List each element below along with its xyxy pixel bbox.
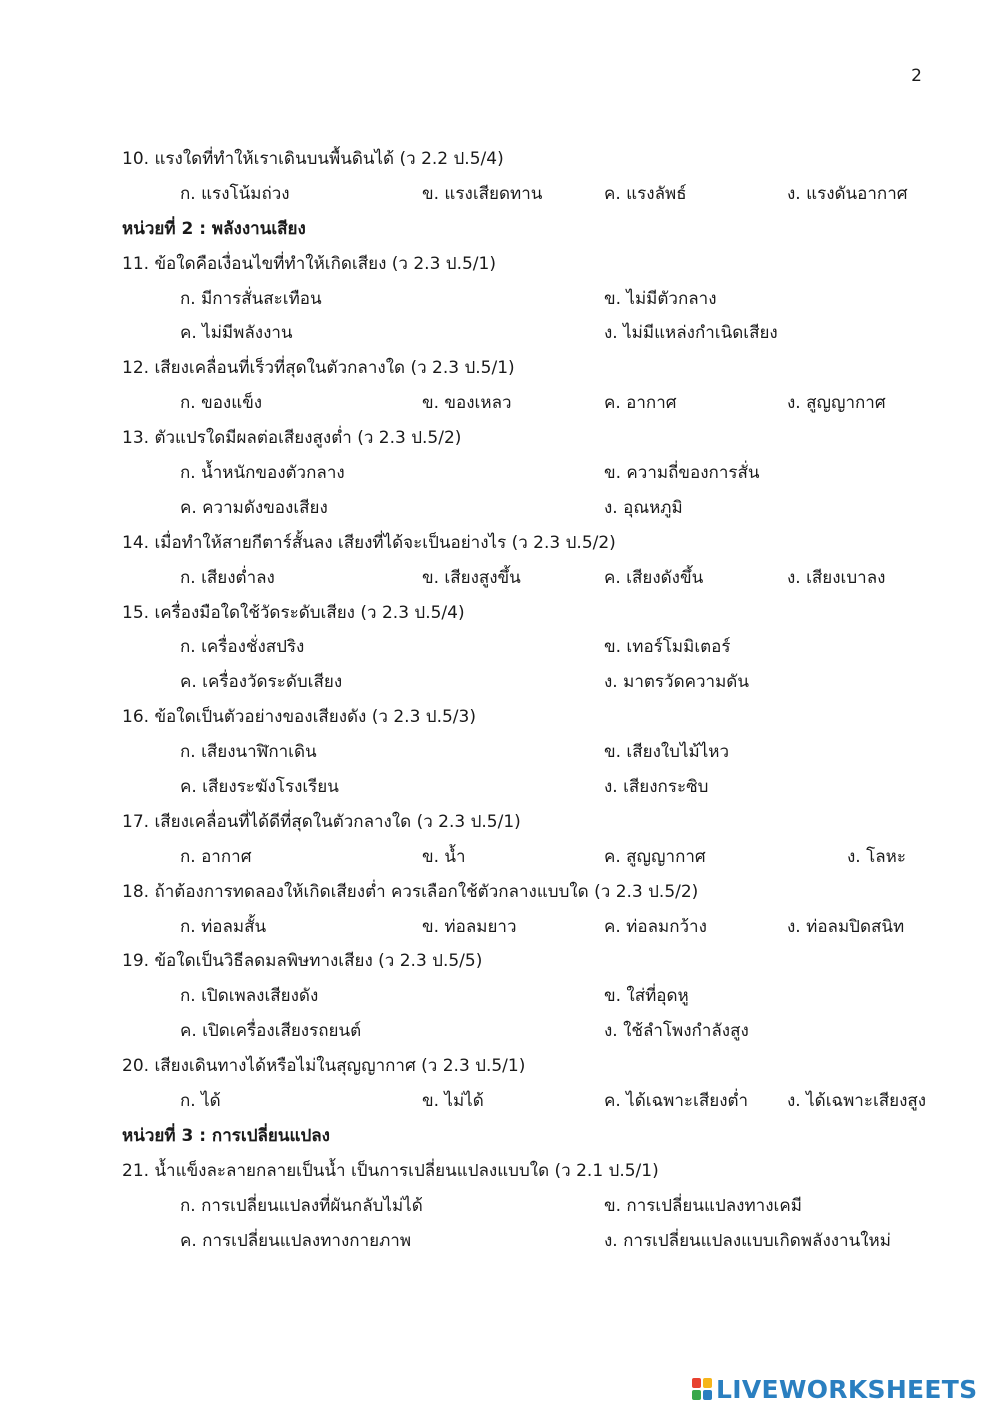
q18-option-c[interactable]: ค. ท่อลมกว้าง [604, 916, 707, 937]
unit-3-heading: หน่วยที่ 3 : การเปลี่ยนแปลง [122, 1125, 330, 1146]
q14-option-c[interactable]: ค. เสียงดังขึ้น [604, 567, 704, 588]
question-13-options-row1 [122, 456, 942, 491]
q13-option-c[interactable]: ค. ความดังของเสียง [180, 497, 328, 518]
q16-option-b[interactable]: ข. เสียงใบไม้ไหว [604, 742, 730, 763]
q10-option-a[interactable]: ก. แรงโน้มถ่วง [180, 183, 290, 204]
q12-option-c[interactable]: ค. อากาศ [604, 393, 677, 414]
question-18-options [122, 910, 942, 945]
q11-option-d[interactable]: ง. ไม่มีแหล่งกำเนิดเสียง [604, 323, 778, 344]
q10-option-b[interactable]: ข. แรงเสียดทาน [422, 183, 543, 204]
q21-option-b[interactable]: ข. การเปลี่ยนแปลงทางเคมี [604, 1195, 802, 1216]
q16-option-a[interactable]: ก. เสียงนาฬิกาเดิน [180, 742, 317, 763]
question-19: 19. ข้อใดเป็นวิธีลดมลพิษทางเสียง (ว 2.3 ป.5/5) [122, 951, 483, 972]
q20-option-d[interactable]: ง. ได้เฉพาะเสียงสูง [787, 1091, 927, 1112]
question-16: 16. ข้อใดเป็นตัวอย่างของเสียงดัง (ว 2.3 ป.5/3) [122, 707, 476, 728]
liveworksheets-logo-icon [692, 1378, 712, 1400]
q11-option-a[interactable]: ก. มีการสั่นสะเทือน [180, 288, 322, 309]
q19-option-a[interactable]: ก. เปิดเพลงเสียงดัง [180, 986, 319, 1007]
q16-option-d[interactable]: ง. เสียงกระซิบ [604, 777, 709, 798]
question-16-options-row2 [122, 770, 942, 805]
liveworksheets-logo[interactable] [692, 1374, 977, 1404]
question-15-options-row1 [122, 630, 942, 665]
question-20-options [122, 1084, 942, 1119]
question-11-options-row2 [122, 316, 942, 351]
q15-option-c[interactable]: ค. เครื่องวัดระดับเสียง [180, 672, 343, 693]
q15-option-b[interactable]: ข. เทอร์โมมิเตอร์ [604, 637, 731, 658]
q14-option-a[interactable]: ก. เสียงต่ำลง [180, 567, 275, 588]
question-21-options-row2 [122, 1224, 942, 1259]
q17-option-c[interactable]: ค. สูญญากาศ [604, 846, 706, 867]
question-13: 13. ตัวแปรใดมีผลต่อเสียงสูงต่ำ (ว 2.3 ป.5/2) [122, 428, 462, 449]
q19-option-c[interactable]: ค. เปิดเครื่องเสียงรถยนต์ [180, 1021, 362, 1042]
q11-option-c[interactable]: ค. ไม่มีพลังงาน [180, 323, 293, 344]
q21-option-c[interactable]: ค. การเปลี่ยนแปลงทางกายภาพ [180, 1230, 412, 1251]
q12-option-b[interactable]: ข. ของเหลว [422, 393, 512, 414]
question-10: 10. แรงใดที่ทำให้เราเดินบนพื้นดินได้ (ว 2.2 ป.5/4) [122, 149, 504, 169]
q20-option-a[interactable]: ก. ได้ [180, 1091, 221, 1112]
question-12-options [122, 386, 942, 421]
unit-2-heading: หน่วยที่ 2 : พลังงานเสียง [122, 218, 306, 239]
q15-option-a[interactable]: ก. เครื่องชั่งสปริง [180, 637, 305, 658]
q17-option-a[interactable]: ก. อากาศ [180, 846, 252, 867]
q13-option-d[interactable]: ง. อุณหภูมิ [604, 497, 683, 518]
question-11-options-row1 [122, 282, 942, 317]
question-14-options [122, 561, 942, 596]
q17-option-d[interactable]: ง. โลหะ [847, 846, 906, 867]
page-number: 2 [911, 66, 922, 86]
q12-option-d[interactable]: ง. สูญญากาศ [787, 393, 886, 414]
q17-option-b[interactable]: ข. น้ำ [422, 846, 466, 867]
question-20: 20. เสียงเดินทางได้หรือไม่ในสุญญากาศ (ว 2.3 ป.5/1) [122, 1056, 526, 1077]
question-14: 14. เมื่อทำให้สายกีตาร์สั้นลง เสียงที่ได้จะเป็นอย่างไร (ว 2.3 ป.5/2) [122, 532, 616, 553]
question-18: 18. ถ้าต้องการทดลองให้เกิดเสียงต่ำ ควรเลือกใช้ตัวกลางแบบใด (ว 2.3 ป.5/2) [122, 881, 699, 902]
question-12: 12. เสียงเคลื่อนที่เร็วที่สุดในตัวกลางใด (ว 2.3 ป.5/1) [122, 358, 515, 379]
question-17-options [122, 840, 942, 875]
question-21: 21. น้ำแข็งละลายกลายเป็นน้ำ เป็นการเปลี่ยนแปลงแบบใด (ว 2.1 ป.5/1) [122, 1160, 659, 1181]
worksheet-content [122, 142, 942, 1259]
q18-option-b[interactable]: ข. ท่อลมยาว [422, 916, 517, 937]
question-17: 17. เสียงเคลื่อนที่ได้ดีที่สุดในตัวกลางใด (ว 2.3 ป.5/1) [122, 811, 521, 832]
question-13-options-row2 [122, 491, 942, 526]
q21-option-d[interactable]: ง. การเปลี่ยนแปลงแบบเกิดพลังงานใหม่ [604, 1230, 891, 1251]
q10-option-c[interactable]: ค. แรงลัพธ์ [604, 183, 687, 204]
liveworksheets-logo-text: LIVEWORKSHEETS [716, 1374, 978, 1404]
question-15: 15. เครื่องมือใดใช้วัดระดับเสียง (ว 2.3 ป.5/4) [122, 602, 465, 623]
question-19-options-row1 [122, 979, 942, 1014]
q15-option-d[interactable]: ง. มาตรวัดความดัน [604, 672, 749, 693]
q14-option-d[interactable]: ง. เสียงเบาลง [787, 567, 886, 588]
q10-option-d[interactable]: ง. แรงดันอากาศ [787, 183, 908, 204]
question-15-options-row2 [122, 665, 942, 700]
question-16-options-row1 [122, 735, 942, 770]
q13-option-a[interactable]: ก. น้ำหนักของตัวกลาง [180, 463, 345, 484]
question-21-options-row1 [122, 1189, 942, 1224]
q19-option-b[interactable]: ข. ใส่ที่อุดหู [604, 986, 689, 1007]
question-10-options [122, 177, 942, 212]
q20-option-c[interactable]: ค. ได้เฉพาะเสียงต่ำ [604, 1091, 749, 1112]
question-19-options-row2 [122, 1014, 942, 1049]
q19-option-d[interactable]: ง. ใช้ลำโพงกำลังสูง [604, 1021, 749, 1042]
q14-option-b[interactable]: ข. เสียงสูงขึ้น [422, 567, 521, 588]
q21-option-a[interactable]: ก. การเปลี่ยนแปลงที่ผันกลับไม่ได้ [180, 1195, 423, 1216]
q18-option-d[interactable]: ง. ท่อลมปิดสนิท [787, 916, 905, 937]
q13-option-b[interactable]: ข. ความถี่ของการสั่น [604, 463, 760, 484]
q11-option-b[interactable]: ข. ไม่มีตัวกลาง [604, 288, 717, 309]
q12-option-a[interactable]: ก. ของแข็ง [180, 393, 263, 414]
q16-option-c[interactable]: ค. เสียงระฆังโรงเรียน [180, 777, 339, 798]
q20-option-b[interactable]: ข. ไม่ได้ [422, 1091, 484, 1112]
q18-option-a[interactable]: ก. ท่อลมสั้น [180, 916, 267, 937]
question-11: 11. ข้อใดคือเงื่อนไขที่ทำให้เกิดเสียง (ว 2.3 ป.5/1) [122, 253, 496, 274]
